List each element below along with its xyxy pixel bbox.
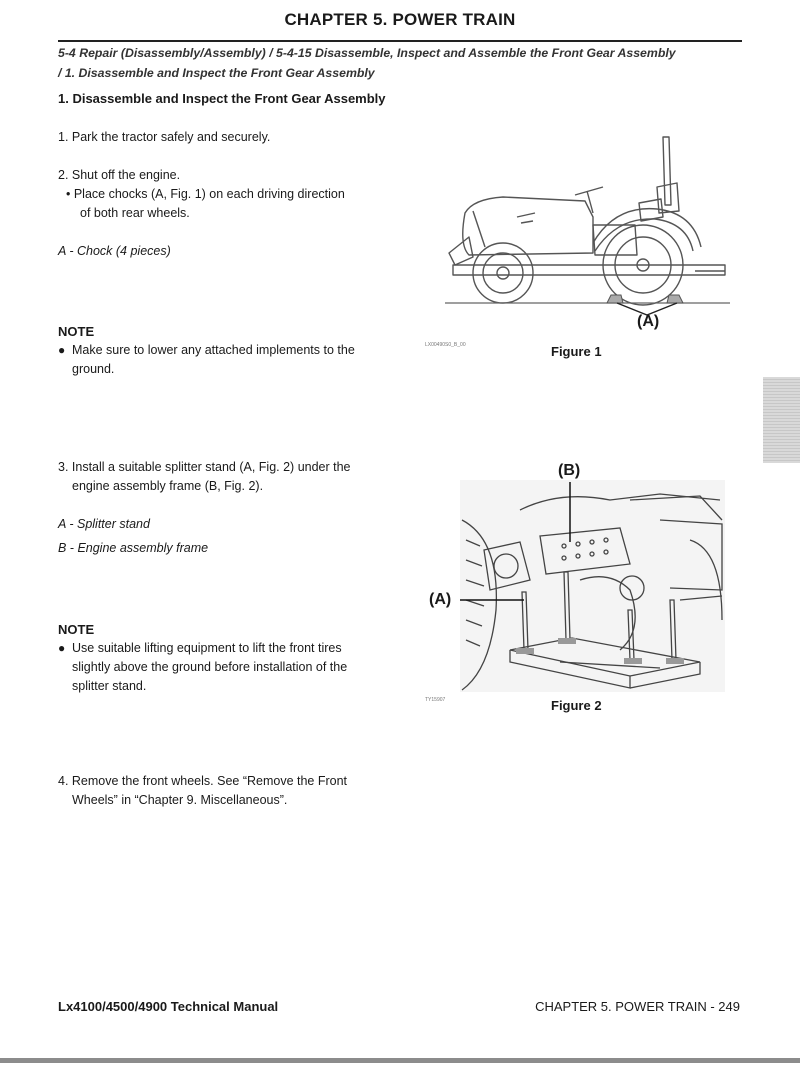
note-1-line-1: Make sure to lower any attached implements to the <box>72 343 355 357</box>
note-2-label: NOTE <box>58 622 95 637</box>
note-2-line-1: Use suitable lifting equipment to lift the front tires <box>72 641 342 655</box>
figure-2-code: TY15907 <box>425 697 446 703</box>
step-1: 1. Park the tractor safely and securely. <box>58 130 271 144</box>
legend-fig1-a: A - Chock (4 pieces) <box>58 244 171 258</box>
figure-1-tractor-illustration <box>425 125 745 340</box>
step-4-line-1: 4. Remove the front wheels. See “Remove the Front <box>58 774 348 788</box>
step-4-line-2: Wheels” in “Chapter 9. Miscellaneous”. <box>72 793 288 807</box>
footer-manual-title: Lx4100/4500/4900 Technical Manual <box>58 999 279 1014</box>
figure-1-callout-a: (A) <box>637 313 660 330</box>
note-2-line-3: splitter stand. <box>72 679 147 693</box>
section-heading: 1. Disassemble and Inspect the Front Gear Assembly <box>58 91 386 106</box>
step-2-bullet-line-2: of both rear wheels. <box>80 206 190 220</box>
legend-fig2-b: B - Engine assembly frame <box>58 541 209 555</box>
figure-1-code: LX00490S0_B_00 <box>425 342 466 348</box>
step-2: 2. Shut off the engine. <box>58 168 181 182</box>
chapter-thumb-tab <box>763 377 800 463</box>
note-2 <box>58 639 398 696</box>
figure-1-caption: Figure 1 <box>551 344 602 359</box>
breadcrumb-line-1: 5-4 Repair (Disassembly/Assembly) / 5-4-15 Disassemble, Inspect and Assemble the Front Gear Assembly <box>58 46 676 60</box>
footer-page-number: CHAPTER 5. POWER TRAIN - 249 <box>535 999 740 1014</box>
chapter-title: CHAPTER 5. POWER TRAIN <box>284 10 516 29</box>
note-2-bullet: ● <box>58 641 66 655</box>
chock-icon <box>607 295 683 303</box>
legend-fig2-a: A - Splitter stand <box>58 517 150 531</box>
step-3-line-1: 3. Install a suitable splitter stand (A, Fig. 2) under the <box>58 460 351 474</box>
figure-2-caption: Figure 2 <box>551 698 602 713</box>
bottom-bar <box>0 1058 800 1063</box>
step-2-bullet-line-1: • Place chocks (A, Fig. 1) on each driving direction <box>66 187 345 201</box>
breadcrumb-line-2: / 1. Disassemble and Inspect the Front Gear Assembly <box>58 66 375 80</box>
front-wheel-icon <box>473 243 533 303</box>
step-3-line-2: engine assembly frame (B, Fig. 2). <box>72 479 264 493</box>
note-1 <box>58 341 398 379</box>
figure-2-splitter-stand-illustration <box>460 480 725 692</box>
figure-2-callout-b: (B) <box>558 462 581 479</box>
figure-2-callout-a: (A) <box>429 591 452 608</box>
note-1-label: NOTE <box>58 324 95 339</box>
breadcrumb <box>58 40 742 83</box>
note-2-line-2: slightly above the ground before installation of the <box>72 660 348 674</box>
note-1-bullet: ● <box>58 343 66 357</box>
note-1-line-2: ground. <box>72 362 115 376</box>
